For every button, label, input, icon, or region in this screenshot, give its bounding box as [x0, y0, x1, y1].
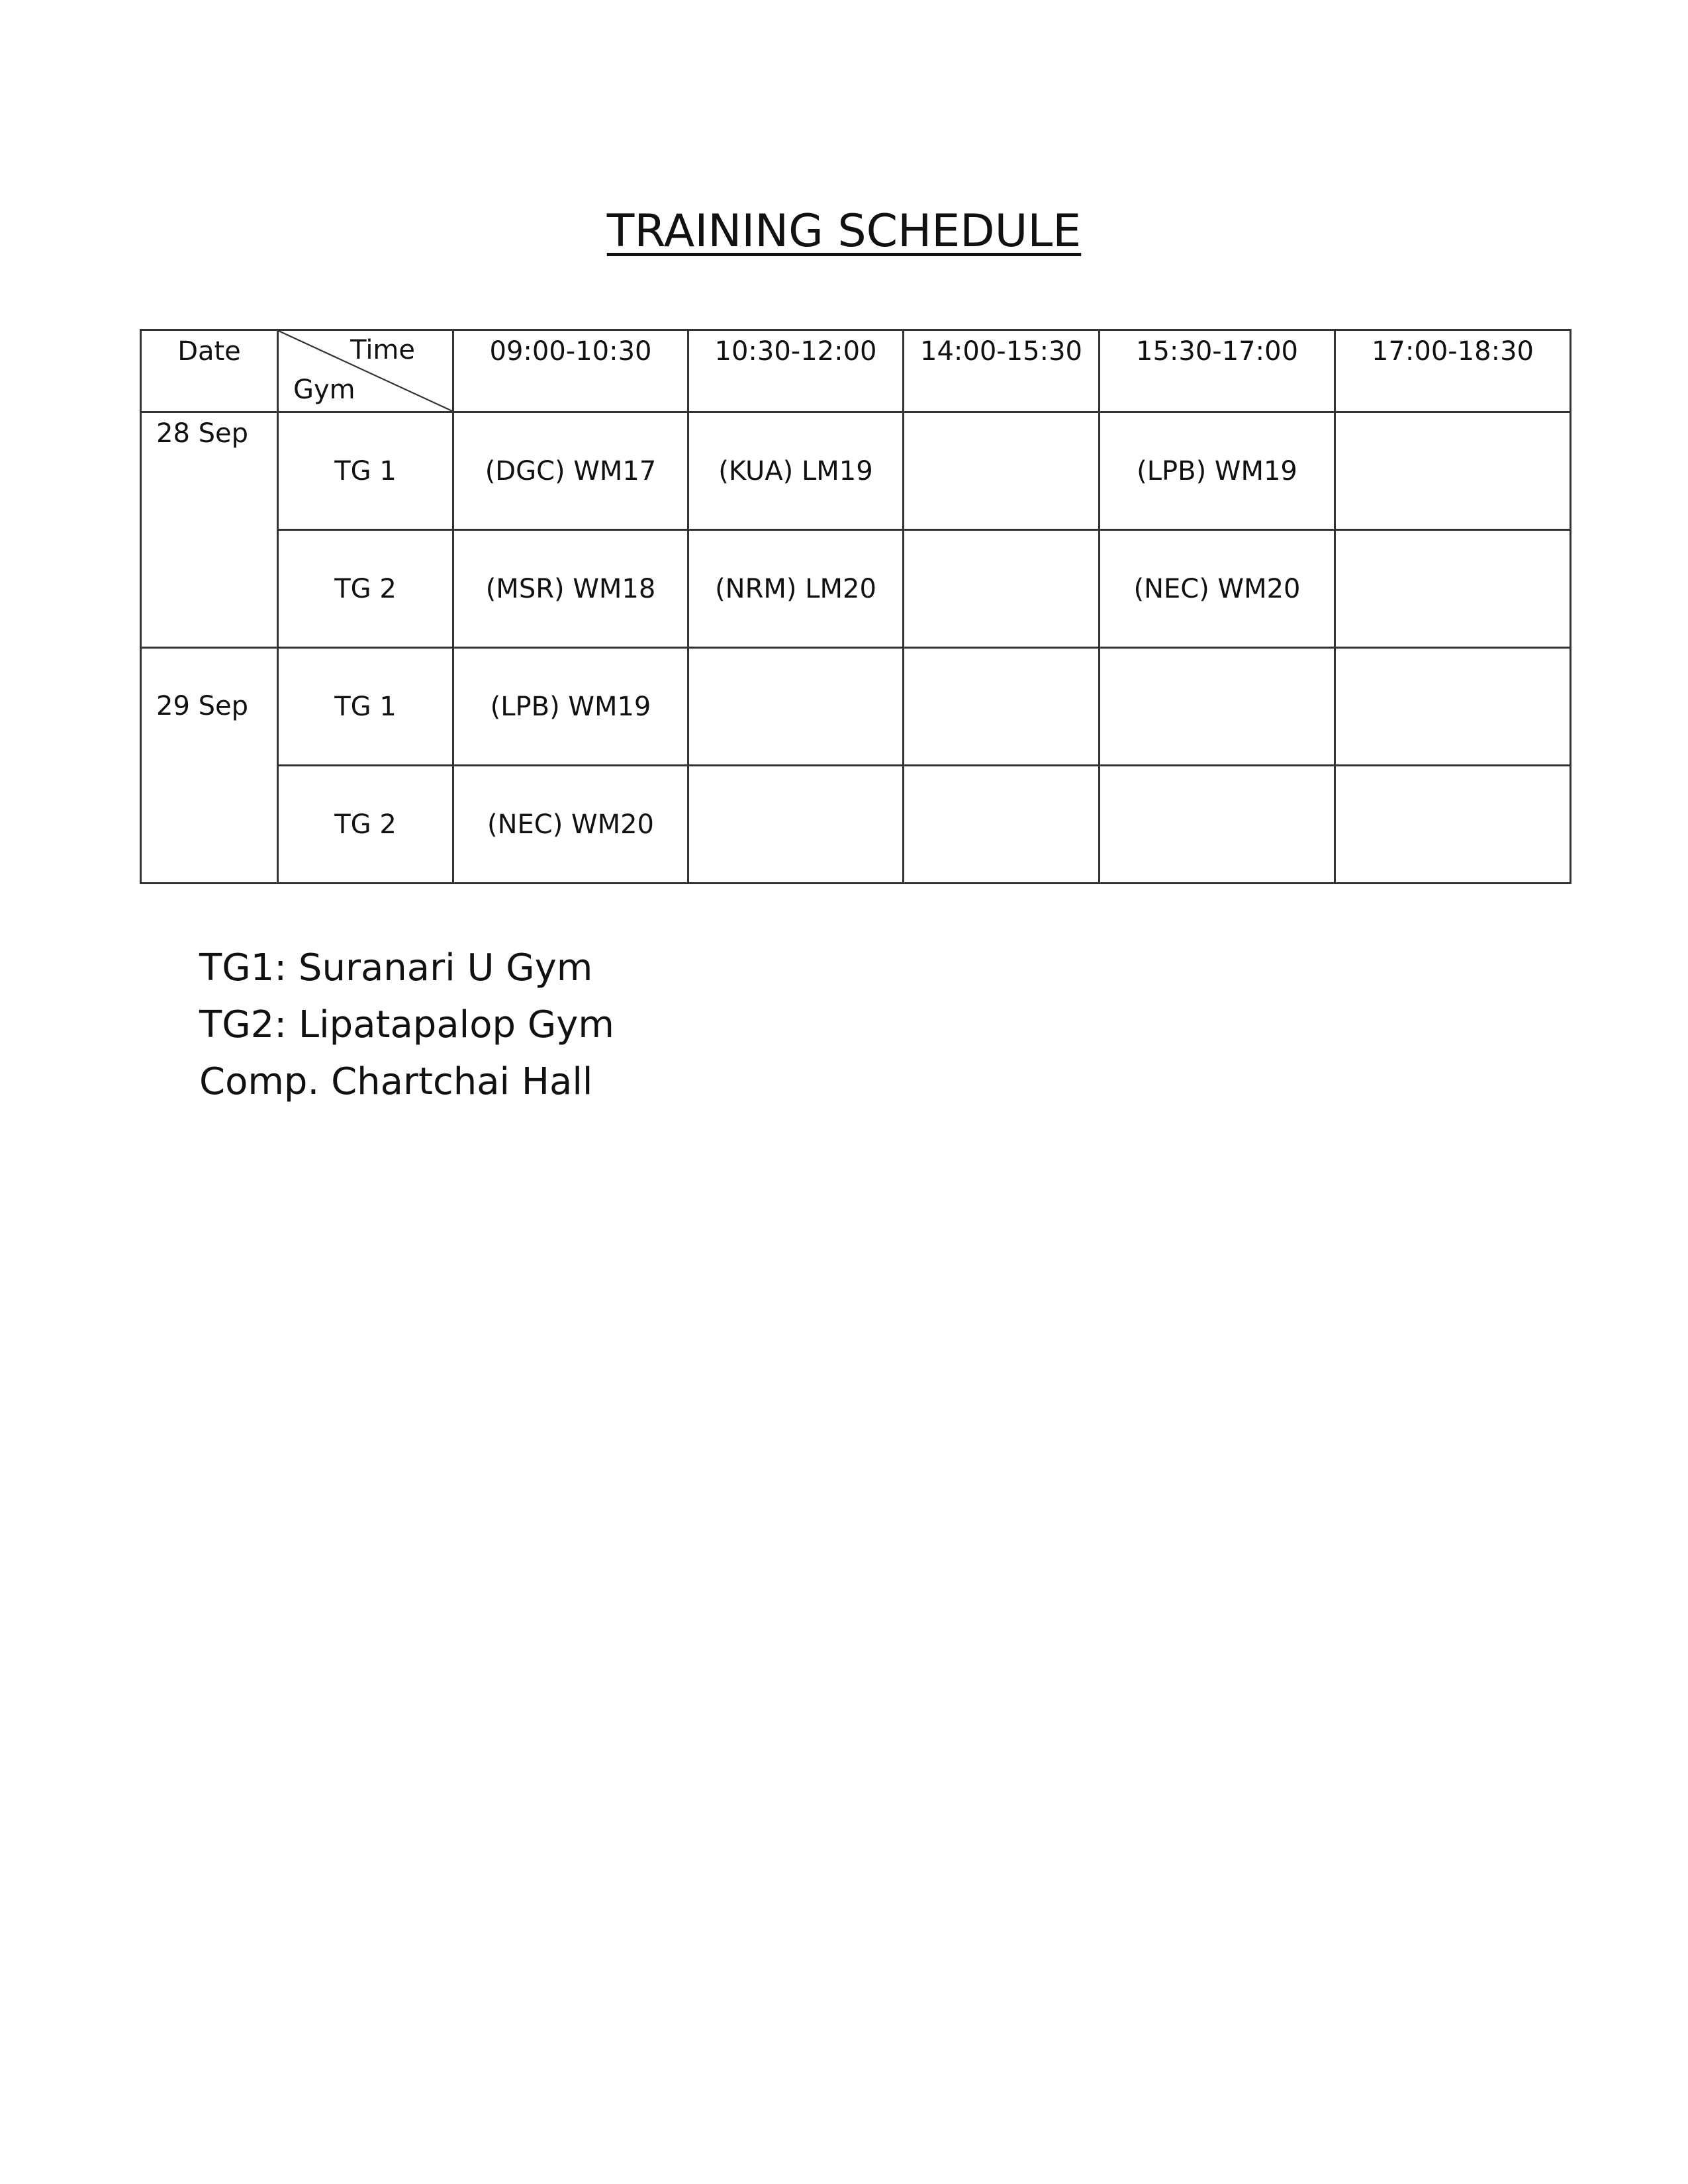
session-cell: (NEC) WM20 [453, 766, 688, 884]
session-cell: (NEC) WM20 [1100, 530, 1335, 648]
session-cell: (DGC) WM17 [453, 412, 688, 530]
session-cell: (LPB) WM19 [453, 648, 688, 766]
table-row [141, 412, 1571, 530]
session-cell [1100, 648, 1335, 766]
date-cell: 29 Sep [141, 648, 278, 884]
time-slot-header: 15:30-17:00 [1100, 330, 1335, 412]
time-slot-header: 17:00-18:30 [1335, 330, 1571, 412]
session-cell: (NRM) LM20 [688, 530, 904, 648]
session-cell [1100, 766, 1335, 884]
session-cell [904, 530, 1100, 648]
session-cell [904, 412, 1100, 530]
session-cell [688, 766, 904, 884]
session-cell [1335, 766, 1571, 884]
session-cell [1335, 648, 1571, 766]
legend-item: Comp. Chartchai Hall [199, 1060, 593, 1103]
gym-cell: TG 2 [278, 530, 453, 648]
legend-item: TG1: Suranari U Gym [199, 946, 593, 989]
date-cell: 28 Sep [141, 412, 278, 648]
gym-cell: TG 2 [278, 766, 453, 884]
corner-gym-label: Gym [293, 375, 355, 405]
page-title [0, 202, 1688, 261]
time-gym-corner-header [278, 330, 453, 412]
session-cell: (MSR) WM18 [453, 530, 688, 648]
schedule-table [140, 329, 1571, 884]
session-cell: (LPB) WM19 [1100, 412, 1335, 530]
session-cell [688, 648, 904, 766]
session-cell [904, 648, 1100, 766]
time-slot-header: 14:00-15:30 [904, 330, 1100, 412]
gym-cell: TG 1 [278, 412, 453, 530]
time-slot-header: 10:30-12:00 [688, 330, 904, 412]
gym-cell: TG 1 [278, 648, 453, 766]
table-row [141, 530, 1571, 648]
header-row [141, 330, 1571, 412]
legend-item: TG2: Lipatapalop Gym [199, 1003, 614, 1046]
table-row [141, 766, 1571, 884]
time-slot-header: 09:00-10:30 [453, 330, 688, 412]
date-header: Date [141, 330, 278, 412]
venue-legend [199, 940, 614, 1111]
session-cell [904, 766, 1100, 884]
corner-time-label: Time [350, 335, 415, 365]
session-cell [1335, 530, 1571, 648]
session-cell: (KUA) LM19 [688, 412, 904, 530]
table-row [141, 648, 1571, 766]
page-title-text: TRAINING SCHEDULE [606, 205, 1082, 257]
session-cell [1335, 412, 1571, 530]
